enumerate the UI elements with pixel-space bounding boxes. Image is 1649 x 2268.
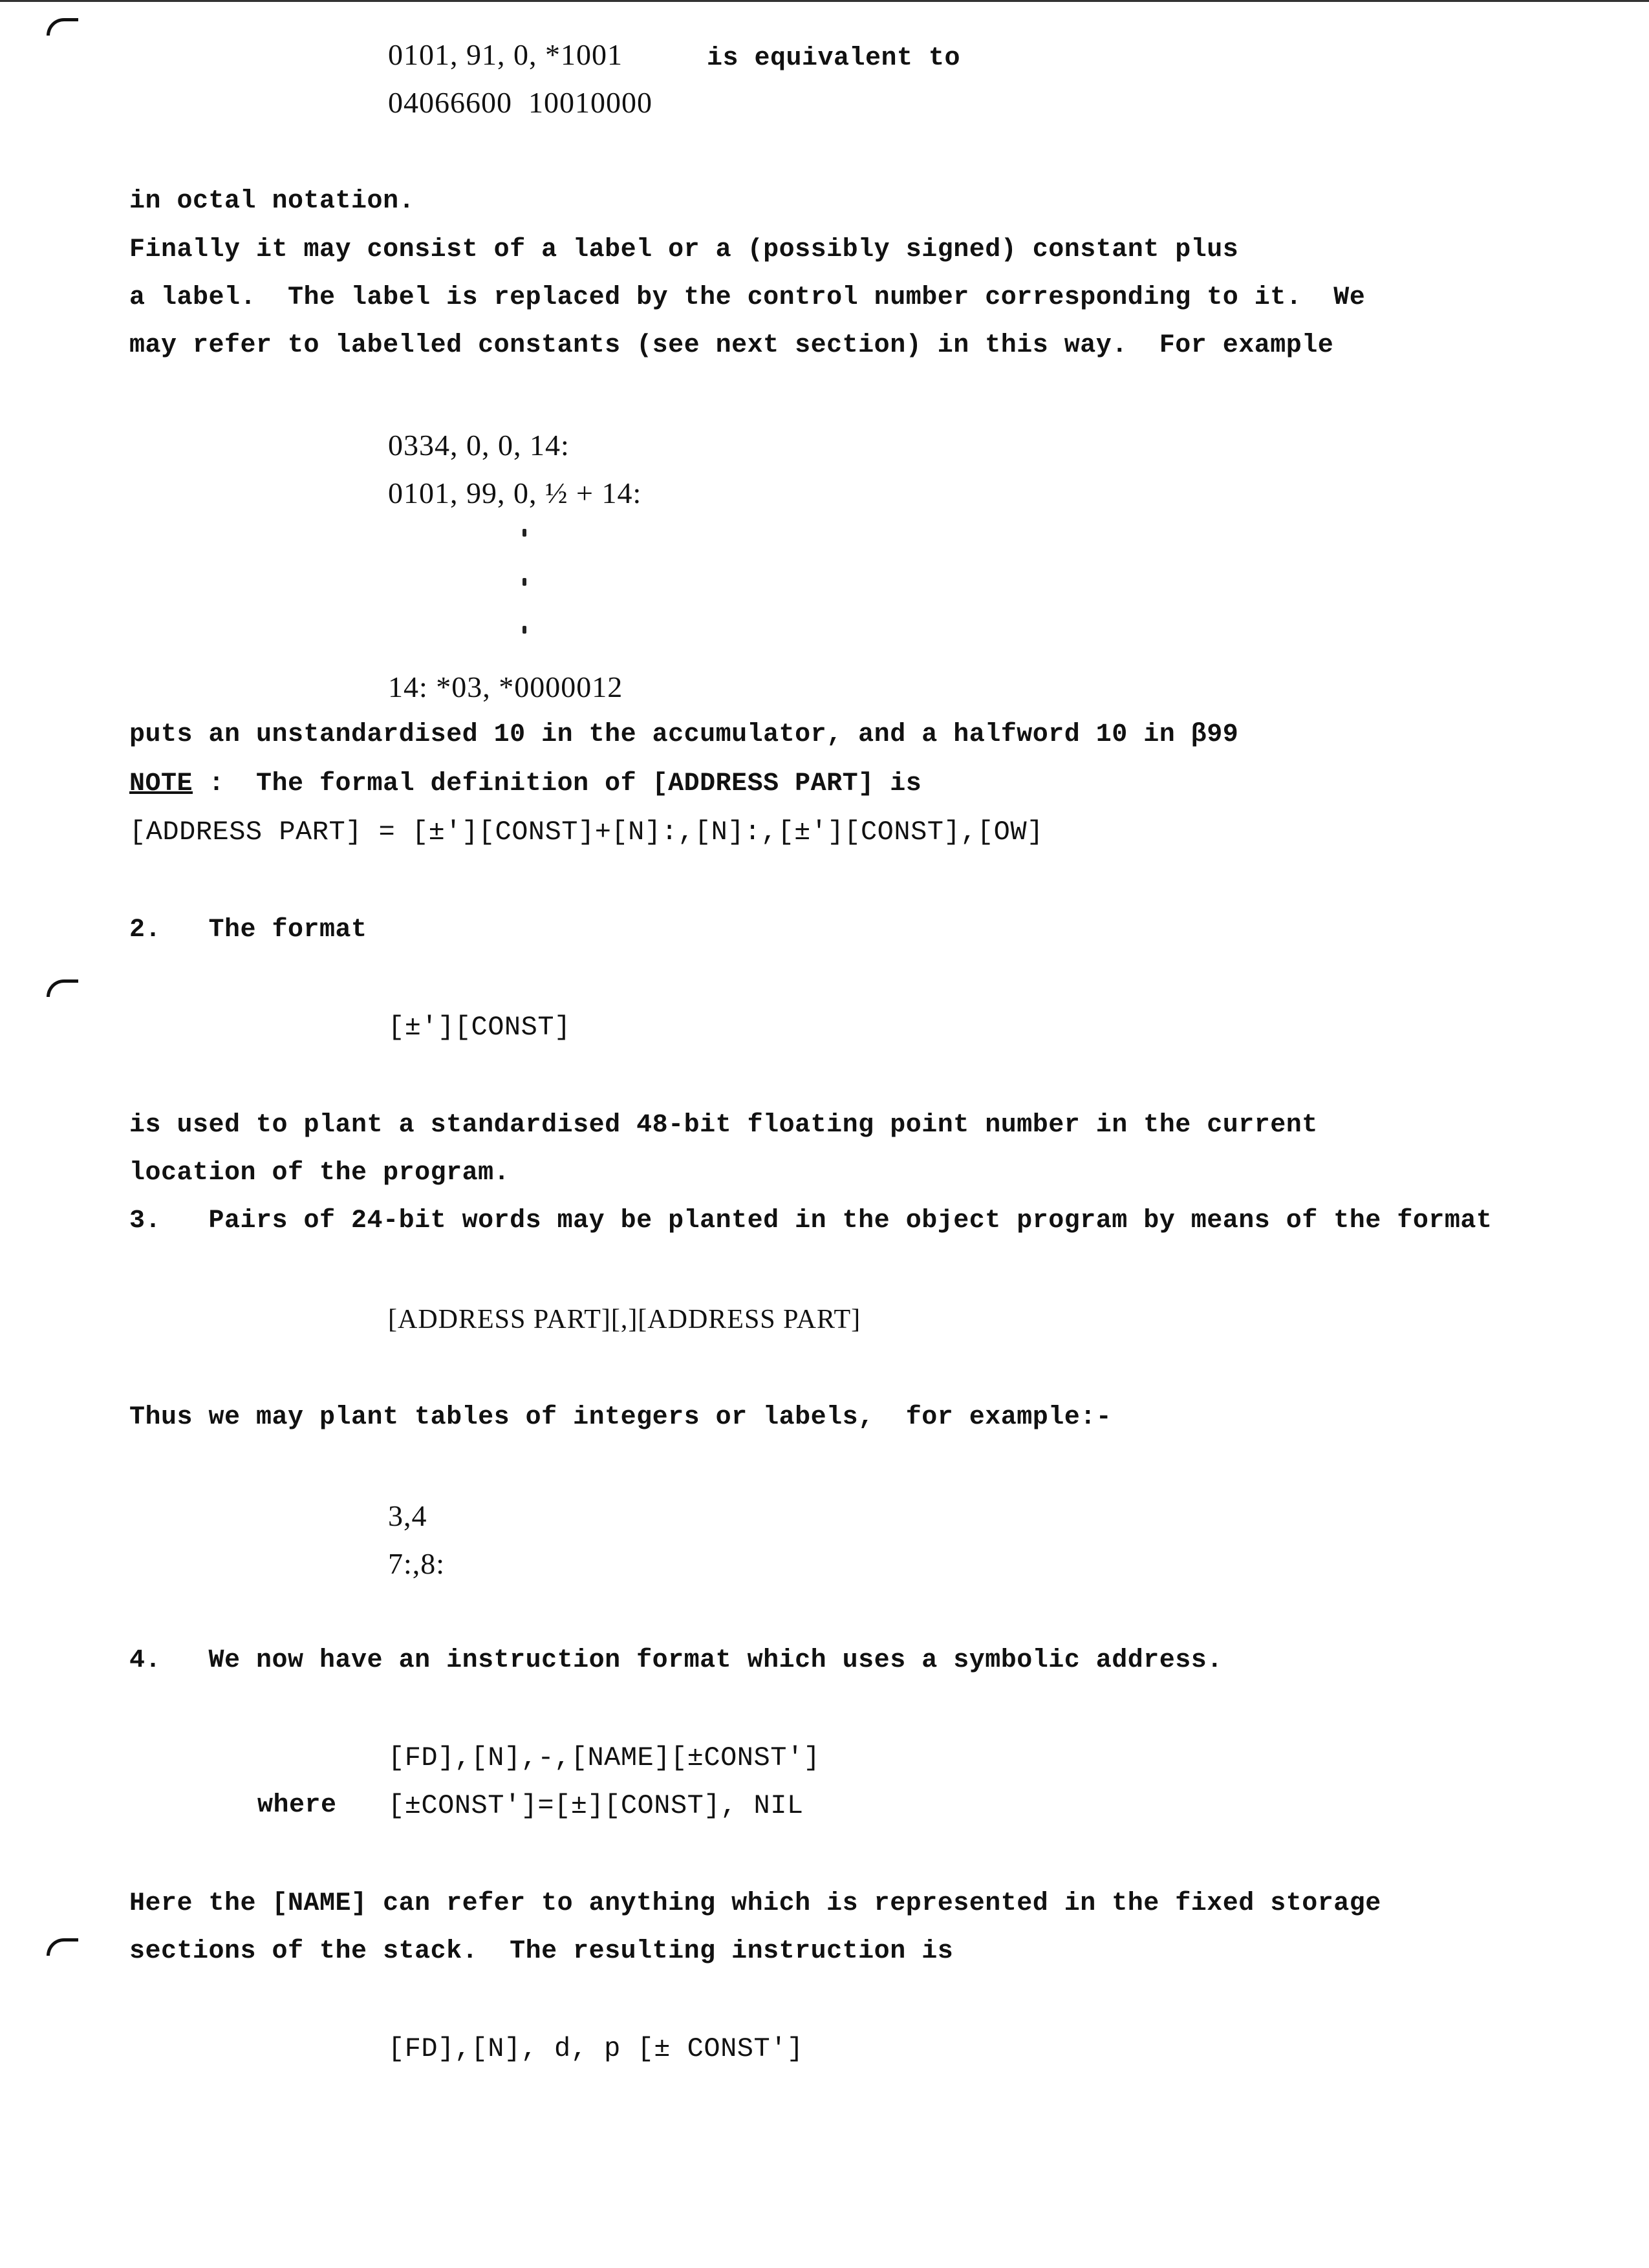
format-line: [±CONST']=[±][CONST], NIL: [388, 1790, 804, 1821]
section-heading: 4. We now have an instruction format which uses a symbolic address.: [129, 1646, 1223, 1675]
code-example-line: 7:,8:: [388, 1547, 446, 1580]
top-edge-rule: [0, 0, 1649, 2]
formal-definition-line: [ADDRESS PART] = [±'][CONST]+[N]:,[N]:,[±'][CONST],[OW]: [129, 817, 1044, 848]
code-example-line: 3,4: [388, 1499, 427, 1532]
code-example-line: 14: *03, *0000012: [388, 670, 623, 703]
paragraph-line: sections of the stack. The resulting instruction is: [129, 1937, 954, 1966]
section-heading: 3. Pairs of 24-bit words may be planted in the object program by means of the format: [129, 1206, 1493, 1236]
format-line: [FD],[N],-,[NAME][±CONST']: [388, 1742, 821, 1773]
punch-hole-mark: [47, 979, 78, 997]
code-example-line: [388, 37, 960, 76]
where-label: where: [257, 1791, 337, 1820]
code-example-line: 0101, 99, 0, ½ + 14:: [388, 476, 642, 509]
format-line: [±'][CONST]: [388, 1012, 571, 1043]
paragraph-line: Finally it may consist of a label or a (possibly signed) constant plus: [129, 235, 1239, 264]
note-line: [129, 767, 921, 802]
paragraph-line: Thus we may plant tables of integers or labels, for example:-: [129, 1403, 1112, 1432]
paragraph-line: puts an unstandardised 10 in the accumulator, and a halfword 10 in β99: [129, 720, 1239, 749]
paragraph-line: a label. The label is replaced by the control number corresponding to it. We: [129, 283, 1366, 312]
format-line: [ADDRESS PART][,][ADDRESS PART]: [388, 1305, 861, 1334]
note-text: : The formal definition of [ADDRESS PART] is: [193, 769, 922, 798]
ellipsis-dot: [523, 529, 526, 537]
code-text: 0101, 91, 0, *1001: [388, 38, 623, 71]
code-example-line: 0334, 0, 0, 14:: [388, 429, 570, 462]
code-example-line: 04066600 10010000: [388, 86, 652, 119]
paragraph-line: Here the [NAME] can refer to anything which is represented in the fixed storage: [129, 1889, 1381, 1918]
note-label: NOTE: [129, 769, 193, 798]
ellipsis-dot: [523, 626, 526, 634]
ellipsis-dot: [523, 578, 526, 586]
format-line: [FD],[N], d, p [± CONST']: [388, 2033, 804, 2064]
section-heading: 2. The format: [129, 915, 367, 945]
punch-hole-mark: [47, 1938, 78, 1956]
punch-hole-mark: [47, 18, 78, 36]
paragraph-line: in octal notation.: [129, 187, 415, 216]
paragraph-line: may refer to labelled constants (see next section) in this way. For example: [129, 331, 1334, 360]
paragraph-line: location of the program.: [129, 1159, 510, 1188]
body-text: is equivalent to: [707, 44, 961, 73]
paragraph-line: is used to plant a standardised 48-bit floating point number in the current: [129, 1111, 1318, 1140]
